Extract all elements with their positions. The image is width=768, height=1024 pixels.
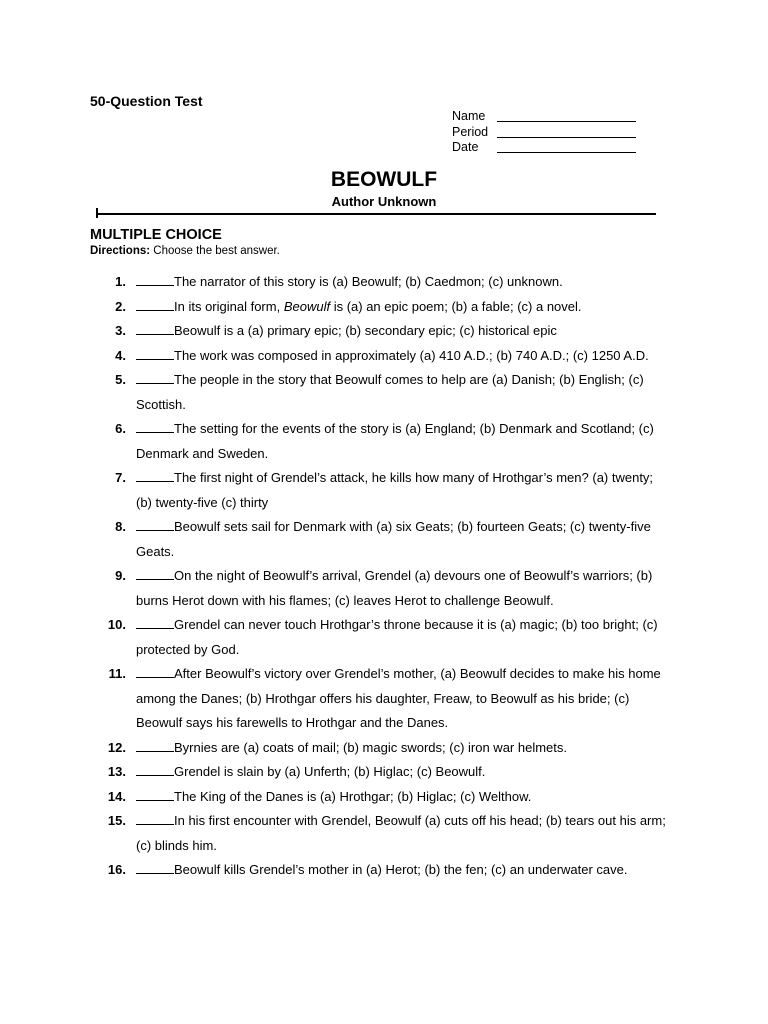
question-item (90, 858, 680, 883)
question-prompt: Grendel is slain by (a) Unferth; (b) Higlac; (c) Beowulf. (174, 764, 486, 779)
answer-blank[interactable] (136, 420, 174, 433)
answer-blank[interactable] (136, 812, 174, 825)
question-number: 2. (115, 298, 126, 314)
question-number: 13. (107, 764, 126, 779)
answer-blank[interactable] (136, 469, 174, 482)
answer-blank[interactable] (136, 347, 174, 360)
answer-blank[interactable] (136, 273, 174, 286)
directions-label: Directions: (90, 245, 151, 257)
directions-text: Choose the best answer. (150, 245, 280, 257)
question-item (90, 809, 680, 858)
question-item (90, 417, 680, 466)
question-prompt: In his first encounter with Grendel, Beowulf (a) cuts off his head; (b) tears out his arm; (c) blinds him. (136, 813, 666, 853)
question-text (136, 613, 668, 662)
question-item (90, 295, 680, 320)
question-text (136, 515, 668, 564)
question-text (136, 319, 668, 344)
question-item (90, 564, 680, 613)
document-title: BEOWULF (330, 168, 438, 191)
question-prompt: The people in the story that Beowulf comes to help are (a) Danish; (b) English; (c) Scottish. (136, 372, 644, 412)
question-number: 6. (115, 421, 126, 436)
question-text (136, 760, 668, 785)
question-item (90, 466, 680, 515)
question-prompt: Beowulf sets sail for Denmark with (a) six Geats; (b) fourteen Geats; (c) twenty-five Geats. (136, 519, 651, 559)
answer-blank[interactable] (136, 665, 174, 678)
question-item (90, 270, 680, 295)
question-text (136, 295, 668, 320)
answer-blank[interactable] (136, 518, 174, 531)
name-field-row (452, 109, 636, 125)
question-number: 15. (107, 813, 126, 828)
question-prompt: The narrator of this story is (a) Beowulf; (b) Caedmon; (c) unknown. (174, 274, 563, 289)
question-text (136, 785, 668, 810)
question-prompt: Beowulf is a (a) primary epic; (b) secondary epic; (c) historical epic (174, 323, 557, 338)
question-number: 8. (115, 519, 126, 534)
question-prompt: After Beowulf’s victory over Grendel’s mother, (a) Beowulf decides to make his home among the Danes; (b) Hrothgar offers his daughter, Freaw, to Beowulf as his bride; (c) Beowulf says his farewells to Hrothgar and the Danes. (136, 666, 661, 730)
question-prompt: The King of the Danes is (a) Hrothgar; (b) Higlac; (c) Welthow. (174, 788, 532, 804)
question-text (136, 809, 668, 858)
question-item (90, 368, 680, 417)
question-number: 10. (107, 617, 126, 632)
answer-blank[interactable] (136, 371, 174, 384)
question-prompt: On the night of Beowulf’s arrival, Grendel (a) devours one of Beowulf’s warriors; (b) burns Herot down with his flames; (c) leaves Herot to challenge Beowulf. (136, 568, 653, 608)
question-prompt: In its original form, (174, 298, 284, 314)
answer-blank[interactable] (136, 861, 174, 874)
student-info-block (452, 109, 636, 156)
document-subtitle: Author Unknown (331, 194, 437, 209)
question-item (90, 319, 680, 344)
answer-blank[interactable] (136, 322, 174, 335)
question-prompt: The setting for the events of the story is (a) England; (b) Denmark and Scotland; (c) Denmark and Sweden. (136, 421, 654, 461)
question-prompt: The first night of Grendel’s attack, he kills how many of Hrothgar’s men? (a) twenty; (b) twenty-five (c) thirty (136, 470, 654, 510)
horizontal-rule (96, 213, 656, 215)
question-item (90, 736, 680, 761)
question-text (136, 858, 668, 883)
question-item (90, 760, 680, 785)
directions (90, 245, 280, 257)
answer-blank[interactable] (136, 763, 174, 776)
name-blank-line[interactable] (497, 109, 636, 122)
date-field-label: Date (452, 140, 479, 154)
question-prompt-continued: is (a) an epic poem; (b) a fable; (c) a novel. (330, 298, 582, 314)
question-text (136, 417, 668, 466)
question-number: 4. (115, 347, 126, 363)
question-number: 12. (107, 739, 126, 755)
question-prompt: Grendel can never touch Hrothgar’s throne because it is (a) magic; (b) too bright; (c) protected by God. (136, 617, 658, 657)
period-field-row (452, 125, 636, 141)
question-item (90, 613, 680, 662)
question-text (136, 368, 668, 417)
question-number: 14. (107, 788, 126, 804)
question-item (90, 515, 680, 564)
question-item (90, 785, 680, 810)
question-number: 9. (115, 568, 126, 583)
question-italic-title: Beowulf (283, 298, 331, 314)
question-item (90, 344, 680, 369)
question-number: 11. (108, 666, 126, 681)
question-text (136, 466, 668, 515)
question-prompt: Byrnies are (a) coats of mail; (b) magic swords; (c) iron war helmets. (174, 739, 567, 755)
answer-blank[interactable] (136, 298, 174, 311)
answer-blank[interactable] (136, 739, 174, 752)
period-field-label: Period (452, 124, 489, 139)
question-item (90, 662, 680, 736)
name-field-label: Name (452, 109, 486, 123)
answer-blank[interactable] (136, 788, 174, 801)
section-heading: MULTIPLE CHOICE (90, 227, 222, 243)
question-number: 1. (115, 274, 126, 289)
test-label: 50-Question Test (90, 93, 203, 109)
question-text (136, 662, 668, 736)
question-text (136, 344, 668, 369)
question-list (90, 270, 680, 883)
question-prompt: The work was composed in approximately (a) 410 A.D.; (b) 740 A.D.; (c) 1250 A.D. (174, 347, 649, 363)
date-field-row (452, 140, 636, 156)
question-number: 7. (115, 470, 126, 485)
answer-blank[interactable] (136, 616, 174, 629)
question-text (136, 270, 668, 295)
period-blank-line[interactable] (497, 125, 636, 138)
date-blank-line[interactable] (497, 140, 636, 153)
question-prompt: Beowulf kills Grendel’s mother in (a) Herot; (b) the fen; (c) an underwater cave. (174, 862, 628, 877)
question-text (136, 564, 668, 613)
answer-blank[interactable] (136, 567, 174, 580)
question-number: 3. (115, 323, 126, 338)
question-text (136, 736, 668, 761)
question-number: 5. (115, 372, 126, 387)
question-number: 16. (107, 862, 126, 877)
